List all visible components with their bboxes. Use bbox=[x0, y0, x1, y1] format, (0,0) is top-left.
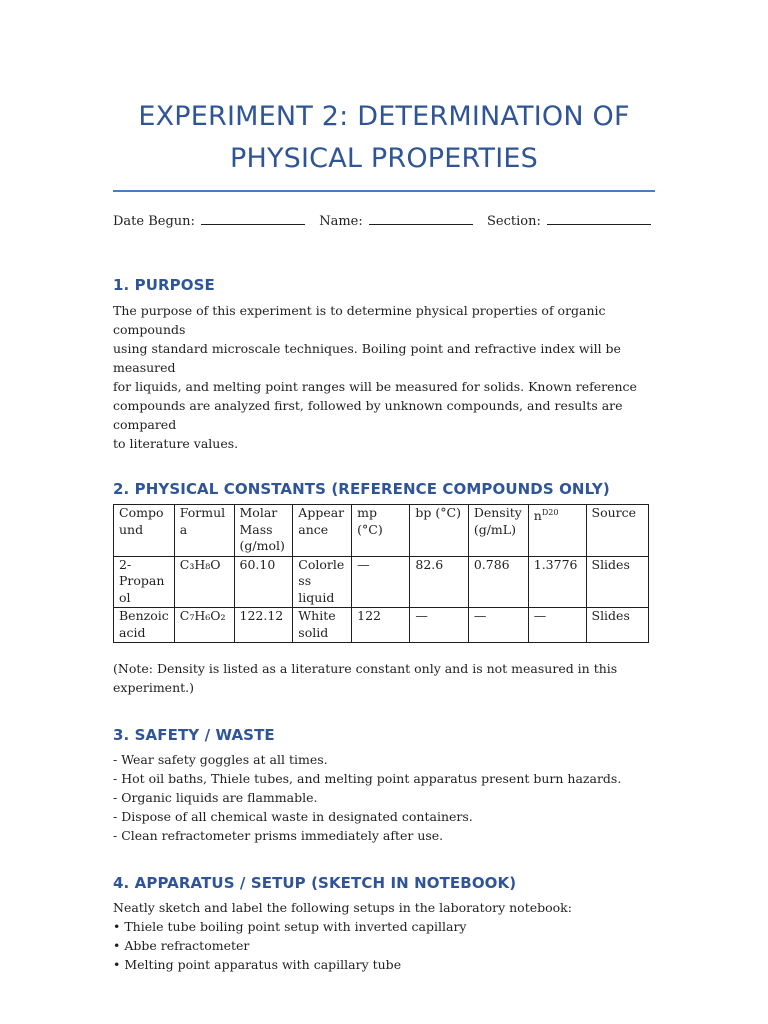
apparatus-section bbox=[113, 873, 655, 974]
cell-formula: C₃H₈O bbox=[174, 556, 234, 608]
header-formula: Formul a bbox=[174, 505, 234, 557]
cell-appearance: White solid bbox=[293, 608, 352, 643]
date-begun-label: Date Begun: bbox=[113, 214, 195, 229]
cell-refractive-index: 1.3776 bbox=[528, 556, 586, 608]
apparatus-heading: 4. APPARATUS / SETUP (SKETCH IN NOTEBOOK) bbox=[113, 874, 517, 892]
header-bp: bp (°C) bbox=[410, 505, 468, 557]
list-item: • Abbe refractometer bbox=[113, 938, 250, 953]
cell-bp: 82.6 bbox=[410, 556, 468, 608]
cell-density: — bbox=[468, 608, 528, 643]
header-refractive-index: $n^{D20}$ bbox=[528, 505, 586, 557]
cell-refractive-index: — bbox=[528, 608, 586, 643]
physical-constants-table bbox=[113, 504, 649, 643]
constants-section bbox=[113, 479, 655, 697]
student-info-line bbox=[113, 212, 655, 231]
name-field bbox=[319, 212, 473, 231]
list-item: - Hot oil baths, Thiele tubes, and melting point apparatus present burn hazards. bbox=[113, 771, 622, 786]
name-label: Name: bbox=[319, 214, 363, 229]
safety-section bbox=[113, 725, 655, 845]
date-begun-blank[interactable] bbox=[201, 212, 305, 225]
cell-source: Slides bbox=[586, 556, 649, 608]
apparatus-list bbox=[113, 898, 655, 974]
safety-list bbox=[113, 750, 655, 845]
purpose-line-3: for liquids, and melting point ranges will be measured for solids. Known reference bbox=[113, 379, 637, 394]
cell-mp: 122 bbox=[352, 608, 410, 643]
table-row bbox=[114, 608, 649, 643]
name-blank[interactable] bbox=[369, 212, 473, 225]
list-item: - Clean refractometer prisms immediately after use. bbox=[113, 828, 444, 843]
header-molar-mass: Molar Mass (g/mol) bbox=[234, 505, 293, 557]
document-title bbox=[113, 96, 655, 180]
purpose-heading: 1. PURPOSE bbox=[113, 276, 215, 294]
section-label: Section: bbox=[487, 214, 541, 229]
purpose-line-1: The purpose of this experiment is to determine physical properties of organic compounds bbox=[113, 303, 606, 337]
cell-density: 0.786 bbox=[468, 556, 528, 608]
list-item: - Dispose of all chemical waste in designated containers. bbox=[113, 809, 473, 824]
title-underline bbox=[113, 190, 655, 192]
header-mp: mp (°C) bbox=[352, 505, 410, 557]
cell-mp: — bbox=[352, 556, 410, 608]
cell-compound: Benzoic acid bbox=[114, 608, 175, 643]
header-compound: Compo und bbox=[114, 505, 175, 557]
header-density: Density (g/mL) bbox=[468, 505, 528, 557]
purpose-line-5: to literature values. bbox=[113, 436, 239, 451]
section-blank[interactable] bbox=[547, 212, 651, 225]
cell-formula: C₇H₆O₂ bbox=[174, 608, 234, 643]
document-page bbox=[113, 96, 655, 974]
title-line-2: PHYSICAL PROPERTIES bbox=[229, 143, 538, 174]
list-item: • Thiele tube boiling point setup with inverted capillary bbox=[113, 919, 467, 934]
density-note: (Note: Density is listed as a literature constant only and is not measured in this experiment.) bbox=[113, 661, 618, 695]
cell-compound: 2- Propan ol bbox=[114, 556, 175, 608]
list-item: - Wear safety goggles at all times. bbox=[113, 752, 328, 767]
cell-molar-mass: 60.10 bbox=[234, 556, 293, 608]
purpose-section bbox=[113, 275, 655, 453]
cell-appearance: Colorle ss liquid bbox=[293, 556, 352, 608]
table-header-row bbox=[114, 505, 649, 557]
purpose-paragraph bbox=[113, 301, 655, 453]
cell-molar-mass: 122.12 bbox=[234, 608, 293, 643]
table-row bbox=[114, 556, 649, 608]
purpose-line-2: using standard microscale techniques. Boiling point and refractive index will be measured bbox=[113, 341, 621, 375]
list-item: • Melting point apparatus with capillary tube bbox=[113, 957, 402, 972]
section-field bbox=[487, 212, 651, 231]
safety-heading: 3. SAFETY / WASTE bbox=[113, 726, 275, 744]
header-appearance: Appear ance bbox=[293, 505, 352, 557]
date-begun-field bbox=[113, 212, 305, 231]
cell-source: Slides bbox=[586, 608, 649, 643]
header-source: Source bbox=[586, 505, 649, 557]
title-line-1: EXPERIMENT 2: DETERMINATION OF bbox=[138, 101, 630, 132]
purpose-line-4: compounds are analyzed first, followed by unknown compounds, and results are compared bbox=[113, 398, 623, 432]
cell-bp: — bbox=[410, 608, 468, 643]
list-item: - Organic liquids are flammable. bbox=[113, 790, 318, 805]
apparatus-intro: Neatly sketch and label the following setups in the laboratory notebook: bbox=[113, 900, 572, 915]
constants-heading: 2. PHYSICAL CONSTANTS (REFERENCE COMPOUNDS ONLY) bbox=[113, 480, 610, 498]
